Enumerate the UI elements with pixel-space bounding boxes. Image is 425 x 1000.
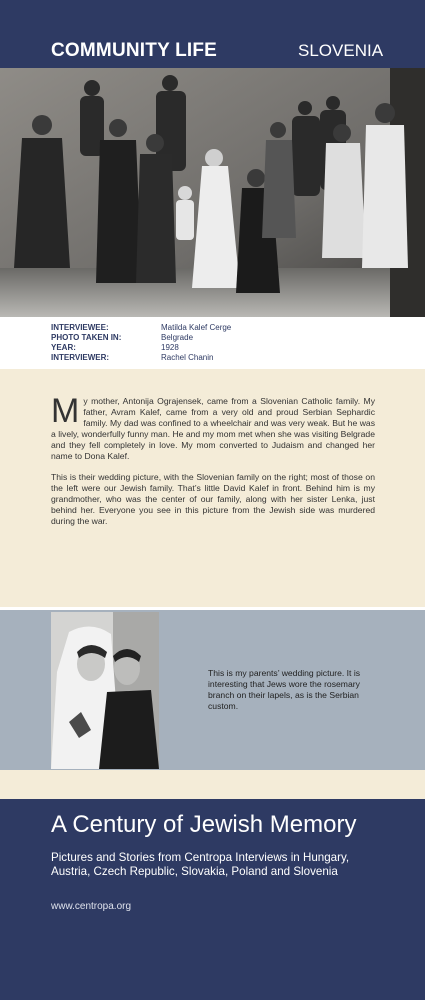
exhibition-title: A Century of Jewish Memory [51,811,357,838]
story-section [0,369,425,607]
section-title: COMMUNITY LIFE [51,40,218,61]
meta-key: YEAR: [51,343,76,352]
photo-caption: This is my parents’ wedding picture. It is interesting that Jews wore the rosemary branch on their lapels, as is the Serbian custom. [208,668,361,711]
couple-wedding-photo [51,612,159,769]
drop-cap: M [51,392,80,430]
exhibition-subtitle: Pictures and Stories from Centropa Interviews in Hungary, Austria, Czech Republic, Slovakia, Poland and Slovenia [51,851,350,878]
meta-value: Belgrade [161,333,194,342]
meta-key: INTERVIEWEE: [51,323,109,332]
story-paragraph-2: This is their wedding picture, with the Slovenian family on the right; most of those on the left were our Jewish family. That’s little David Kalef in front. Behind him is my grandmother, who was the center of our family, along with her sister Lenka, just behind her. Everyone you see in this picture from the Jewish side was murdered during the war. [51,472,375,526]
region-label: SLOVENIA [298,41,384,60]
story-paragraph-1 [51,392,375,462]
meta-key: INTERVIEWER: [51,353,110,362]
header-band [0,0,425,68]
website-link[interactable]: www.centropa.org [51,901,132,912]
cream-strip [0,770,425,799]
photo-metadata [0,317,425,369]
story-paragraph-1-text: y mother, Antonija Ograjensek, came from a Slovenian Catholic family. My father, Avram Kalef, came from a very old and proud Serbian Sephardic family. My dad was confined to a wheelchair and was very weak. But he was a lively, wonderfully funny man. He and my mom met when she was visiting Belgrade and they fell completely in love. My mom converted to Judaism and changed her name to Dona Kalef. [51,396,375,461]
meta-value: Matilda Kalef Cerge [161,323,232,332]
meta-value: 1928 [161,343,179,352]
group-wedding-photo [0,68,425,317]
meta-value: Rachel Chanin [161,353,214,362]
story-text [51,392,375,537]
meta-key: PHOTO TAKEN IN: [51,333,122,342]
